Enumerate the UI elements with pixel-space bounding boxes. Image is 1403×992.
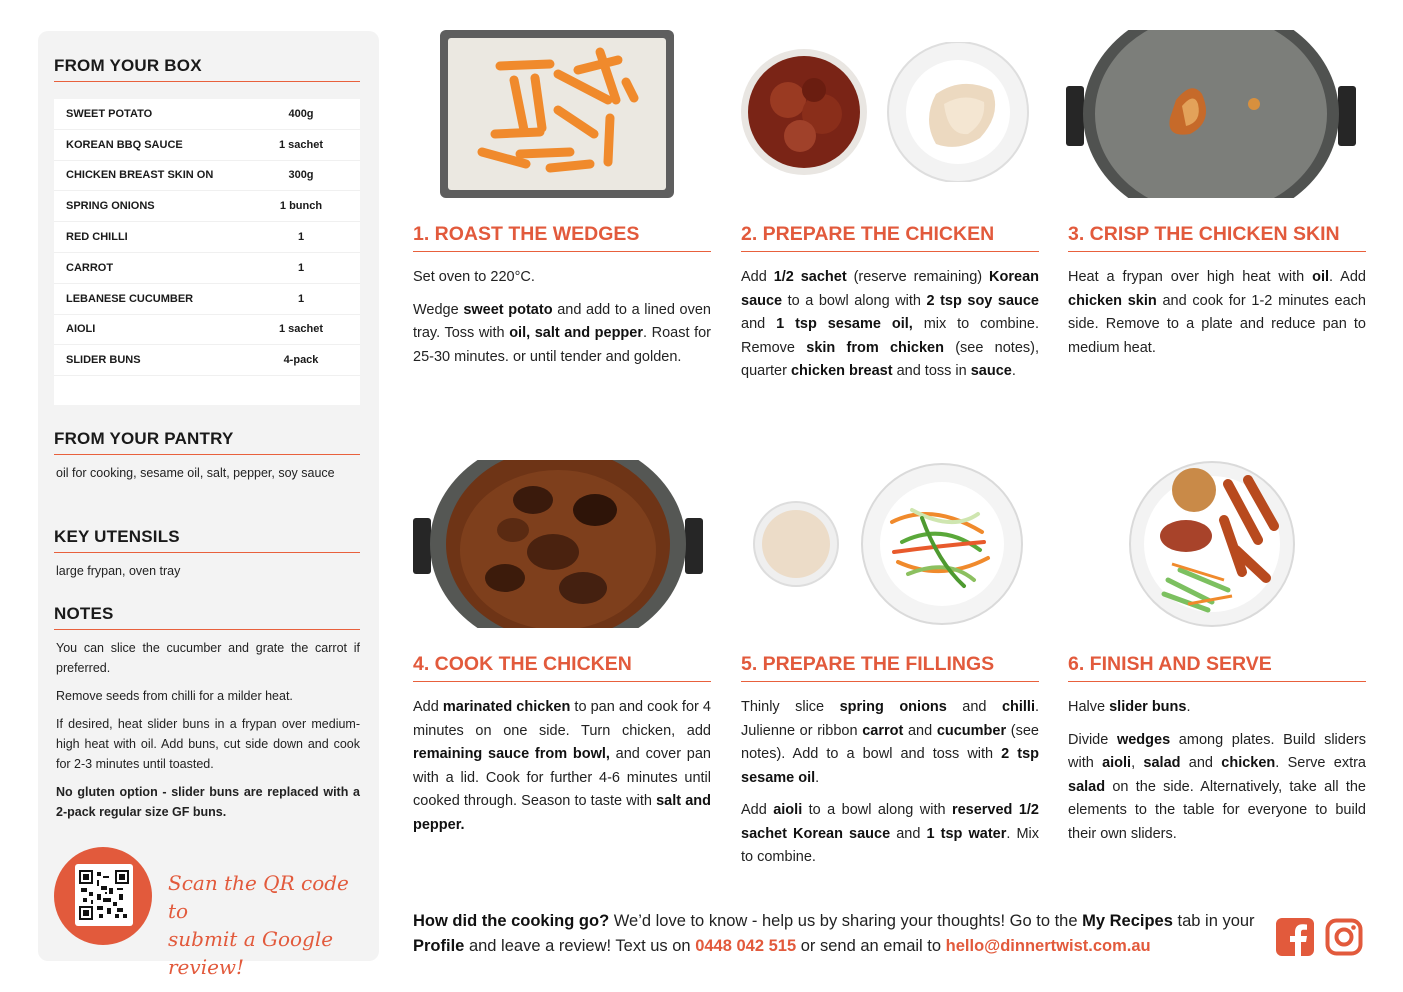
bold-text: marinated chicken [442, 699, 571, 715]
step-1-title: 1. ROAST THE WEDGES [413, 223, 711, 252]
text-segment: Set oven to 220°C. [413, 269, 535, 285]
ingredient-qty: 1 sachet [278, 323, 324, 336]
text-segment: Add [741, 269, 774, 285]
bold-text: chicken [1221, 755, 1276, 771]
text-segment: . Roast for 25-30 minutes. or until tender and golden. [413, 325, 711, 365]
facebook-icon[interactable] [1276, 918, 1314, 956]
step-2-body [741, 266, 1039, 393]
bold-text: salad [1068, 778, 1106, 795]
step-3-title: 3. CRISP THE CHICKEN SKIN [1068, 223, 1366, 252]
qr-caption-line-1: Scan the QR code to [168, 871, 349, 923]
bold-text: My Recipes [1082, 912, 1173, 930]
note-2: Remove seeds from chilli for a milder heat. [56, 689, 293, 703]
ingredient-name: CARROT [66, 261, 114, 274]
bold-text: remaining sauce from bowl, [413, 746, 610, 762]
bold-text: 2 tsp soy sauce [926, 292, 1039, 309]
bold-text: 2 tsp sesame oil [741, 746, 1040, 786]
step-paragraph [413, 299, 711, 370]
from-your-pantry-heading: FROM YOUR PANTRY [54, 429, 360, 455]
text-segment: Wedge [413, 301, 464, 318]
text-segment: . Add [1329, 269, 1366, 285]
qr-caption [168, 869, 368, 981]
text-segment: (see notes). Add to a bowl and toss with [741, 722, 1039, 762]
ingredient-qty: 1 sachet [278, 138, 324, 151]
ingredient-row [54, 222, 360, 253]
bold-text: chicken skin [1068, 292, 1157, 309]
bold-text: spring onions [839, 699, 947, 715]
sidebar [38, 31, 379, 979]
ingredient-row [54, 345, 360, 376]
text-segment: and add to a lined oven tray. Toss with [413, 301, 711, 341]
cook-chicken-photo [413, 460, 703, 628]
text-segment: and [741, 316, 777, 332]
bold-text: skin from chicken [806, 339, 944, 356]
step-paragraph [413, 696, 711, 837]
bold-text: salt and pepper. [413, 793, 711, 833]
note-3: If desired, heat slider buns in a frypan over medium-high heat with oil. Add buns, cut side down and cook for 2-3 minutes until toasted. [56, 717, 360, 771]
bold-text: carrot [862, 722, 904, 739]
text-segment: . Serve extra [1275, 755, 1366, 771]
ingredient-name: LEBANESE CUCUMBER [66, 292, 194, 305]
ingredient-qty: 1 [297, 261, 305, 274]
step-5-body [741, 696, 1039, 879]
text-segment: to a bowl along with [782, 292, 927, 309]
from-your-box-heading: FROM YOUR BOX [54, 56, 360, 82]
ingredient-row [54, 315, 360, 346]
step-4-title: 4. COOK THE CHICKEN [413, 653, 711, 682]
ingredient-qty: 1 bunch [279, 200, 323, 213]
instagram-icon[interactable] [1325, 918, 1363, 956]
bold-text: Profile [413, 937, 465, 955]
ingredients-table [54, 99, 360, 405]
ingredient-name: SLIDER BUNS [66, 354, 141, 367]
ingredient-row [54, 253, 360, 284]
ingredient-qty: 1 [297, 231, 305, 244]
note-gluten: No gluten option - slider buns are replaced with a 2-pack regular size GF buns. [56, 785, 360, 819]
text-segment: Halve [1068, 699, 1110, 715]
step-6-title: 6. FINISH AND SERVE [1068, 653, 1366, 682]
utensils-text: large frypan, oven tray [56, 564, 181, 578]
bold-text: Korean sauce [741, 269, 1039, 309]
ingredient-row [54, 99, 360, 130]
text-segment: . [1011, 363, 1016, 379]
ingredient-name: KOREAN BBQ SAUCE [66, 138, 183, 151]
ingredient-name: RED CHILLI [66, 231, 128, 244]
qr-badge[interactable] [54, 847, 152, 945]
ingredient-row [54, 191, 360, 222]
key-utensils-heading: KEY UTENSILS [54, 527, 360, 553]
text-segment: and cook for 1-2 minutes each side. Remove to a plate and reduce pan to medium heat. [1068, 292, 1366, 356]
text-segment: and [890, 825, 927, 842]
text-segment: tab in your [1172, 912, 1255, 930]
ingredient-qty: 1 [297, 292, 305, 305]
text-segment: . Julienne or ribbon [741, 699, 1040, 739]
bold-text: aioli [773, 802, 803, 818]
text-segment: and [946, 699, 1002, 715]
bold-text: aioli [1102, 755, 1132, 771]
ingredient-name: SPRING ONIONS [66, 200, 155, 213]
text-segment: and [1180, 755, 1222, 771]
step-5-title: 5. PREPARE THE FILLINGS [741, 653, 1039, 682]
pantry-text: oil for cooking, sesame oil, salt, pepper, soy sauce [56, 466, 335, 480]
step-paragraph [741, 266, 1039, 384]
text-segment: . [1186, 699, 1191, 715]
step-3-body [1068, 266, 1366, 369]
bold-text: wedges [1116, 731, 1171, 748]
text-segment: and [903, 722, 937, 739]
bold-text: oil, salt and pepper [509, 325, 643, 341]
text-segment: Add [413, 699, 443, 715]
text-segment: . Mix to combine. [741, 825, 1040, 865]
qr-caption-line-2: submit a Google review! [168, 927, 334, 979]
bold-text: reserved 1/2 sachet Korean sauce [741, 802, 1039, 842]
prepare-fillings-photo [752, 462, 1024, 626]
roast-wedges-photo [440, 30, 674, 198]
ingredient-row [54, 130, 360, 161]
text-segment: and toss in [892, 363, 971, 379]
ingredient-name: SWEET POTATO [66, 107, 153, 120]
bold-text: 1 tsp water [926, 825, 1007, 842]
contact-link[interactable]: hello@dinnertwist.com.au [945, 937, 1151, 955]
bold-text: chilli [1001, 699, 1035, 715]
notes-heading: NOTES [54, 604, 360, 630]
step-paragraph [741, 696, 1039, 790]
bold-text: sauce [970, 363, 1012, 379]
review-prompt [413, 909, 1263, 959]
text-segment: . [815, 769, 820, 786]
qr-code-icon [75, 864, 133, 926]
text-segment: among plates. Build sliders with [1068, 731, 1366, 771]
bold-text: 1 tsp sesame oil, [776, 316, 913, 332]
ingredient-row [54, 284, 360, 315]
crisp-skin-photo [1066, 30, 1356, 198]
bold-text: slider buns [1109, 699, 1187, 715]
ingredient-row [54, 161, 360, 192]
bold-text: How did the cooking go? [413, 912, 610, 930]
bold-text: cucumber [936, 722, 1007, 739]
text-segment: to a bowl along with [802, 802, 952, 818]
bold-text: chicken breast [790, 363, 893, 379]
text-segment: and cover pan with a lid. Cook for further 4-6 minutes until cooked through. Season to taste with [413, 746, 711, 809]
ingredient-name: AIOLI [66, 323, 96, 336]
ingredient-qty: 4-pack [283, 354, 319, 367]
step-4-body [413, 696, 711, 846]
step-6-body [1068, 696, 1366, 855]
bold-text: salad [1143, 755, 1181, 771]
ingredient-qty: 300g [288, 169, 314, 182]
contact-link[interactable]: 0448 042 515 [695, 937, 797, 955]
step-paragraph [1068, 729, 1366, 847]
bold-text: oil [1312, 269, 1330, 285]
text-segment: on the side. Alternatively, take all the elements to the table for everyone to build their own sliders. [1068, 778, 1366, 842]
text-segment: Thinly slice [741, 699, 840, 715]
text-segment: (see notes), quarter [741, 339, 1040, 379]
text-segment: , [1131, 755, 1144, 771]
step-paragraph [1068, 696, 1366, 720]
step-paragraph [741, 799, 1039, 870]
step-paragraph [1068, 266, 1366, 360]
text-segment: mix to combine. Remove [741, 316, 1039, 356]
ingredient-name: CHICKEN BREAST SKIN ON [66, 169, 214, 182]
step-1-body [413, 266, 711, 378]
ingredient-qty: 400g [288, 107, 314, 120]
text-segment: to pan and cook for 4 minutes on one side. Turn chicken, add [413, 699, 711, 739]
note-1: You can slice the cucumber and grate the carrot if preferred. [56, 641, 360, 675]
text-segment: Divide [1068, 731, 1117, 748]
finish-serve-photo [1128, 460, 1296, 628]
text-segment: and leave a review! Text us on [464, 937, 696, 955]
text-segment: We’d love to know - help us by sharing your thoughts! Go to the [609, 912, 1083, 930]
step-2-title: 2. PREPARE THE CHICKEN [741, 223, 1039, 252]
bold-text: sweet potato [463, 301, 553, 318]
bold-text: 1/2 sachet [773, 269, 847, 285]
text-segment: Heat a frypan over high heat with [1068, 269, 1313, 285]
text-segment: or send an email to [796, 937, 946, 955]
prepare-chicken-photo [740, 42, 1032, 182]
text-segment: (reserve remaining) [846, 269, 990, 285]
text-segment: Add [741, 802, 774, 818]
step-paragraph [413, 266, 711, 290]
